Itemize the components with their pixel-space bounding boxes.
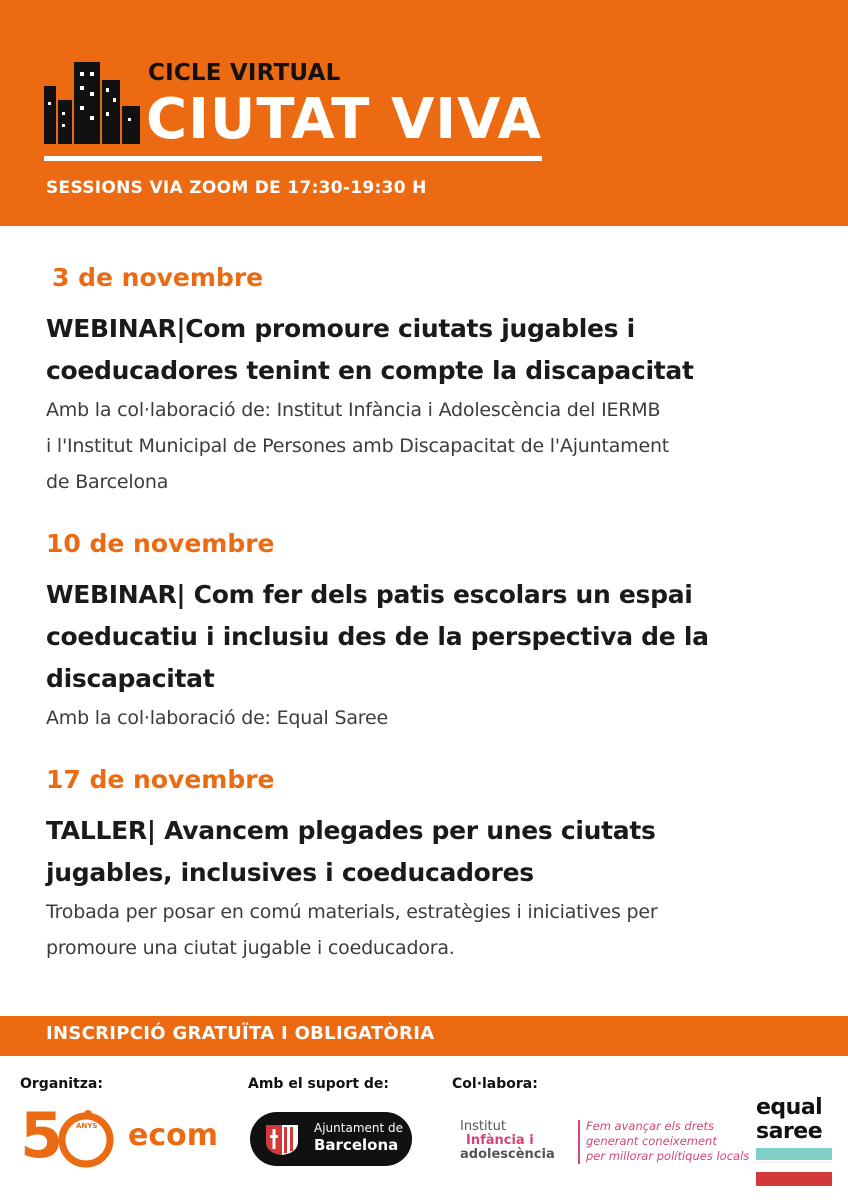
event-description-line: i l'Institut Municipal de Persones amb Discapacitat de l'Ajuntament [46, 435, 670, 457]
event-item [46, 524, 816, 736]
city-buildings-icon [44, 62, 140, 144]
ecom-anniversary-number: 5 [20, 1099, 64, 1172]
events-list [46, 258, 816, 990]
registration-text: INSCRIPCIÓ GRATUÏTA I OBLIGATÒRIA [46, 1023, 435, 1044]
event-title-line: coeducatiu i inclusiu des de la perspectiva de la [46, 622, 709, 651]
support-label: Amb el suport de: [248, 1076, 390, 1092]
event-item [46, 760, 816, 966]
barcelona-crest-icon [262, 1121, 302, 1157]
event-description-line: de Barcelona [46, 471, 169, 493]
ajuntament-line2: Barcelona [314, 1136, 399, 1154]
equal-saree-teal-stripe [756, 1148, 832, 1160]
institut-tagline-line: per millorar polítiques locals [586, 1149, 750, 1163]
equal-saree-line2: saree [756, 1119, 823, 1144]
event-description-line: promoure una ciutat jugable i coeducadora. [46, 937, 455, 959]
event-title-line: WEBINAR|Com promoure ciutats jugables i [46, 314, 635, 343]
institut-line2: Infància i [466, 1133, 534, 1148]
event-title-line: coeducadores tenint en compte la discapacitat [46, 356, 694, 385]
ajuntament-line1: Ajuntament de [314, 1121, 404, 1135]
organizer-label: Organitza: [20, 1076, 103, 1092]
event-title-line: jugables, inclusives i coeducadores [46, 858, 534, 887]
event-description-line: Amb la col·laboració de: Institut Infància i Adolescència del IERMB [46, 399, 661, 421]
equal-saree-logo [756, 1096, 822, 1144]
event-title-line: discapacitat [46, 664, 215, 693]
ecom-ring-icon [56, 1110, 126, 1170]
event-date: 3 de novembre [52, 263, 264, 292]
page-title: CIUTAT VIVA [146, 87, 542, 152]
institut-divider [578, 1120, 580, 1164]
equal-saree-red-stripe [756, 1172, 832, 1186]
header-banner [0, 0, 848, 226]
event-title-line: WEBINAR| Com fer dels patis escolars un espai [46, 580, 693, 609]
institut-line3: adolescència [460, 1147, 555, 1162]
institut-tagline-line: generant coneixement [586, 1134, 717, 1148]
title-underline [44, 156, 542, 161]
ecom-name: ecom [128, 1118, 218, 1153]
event-date: 10 de novembre [46, 529, 275, 558]
event-item [46, 258, 816, 500]
ecom-anys-text: ANYS [76, 1122, 98, 1130]
ecom-logo [18, 1100, 218, 1176]
institut-tagline-line: Fem avançar els drets [586, 1119, 715, 1133]
event-description-line: Amb la col·laboració de: Equal Saree [46, 707, 388, 729]
equal-saree-line1: equal [756, 1095, 823, 1120]
cycle-kicker: CICLE VIRTUAL [148, 60, 341, 86]
equal-saree-white-stripe [756, 1162, 832, 1172]
event-title-line: TALLER| Avancem plegades per unes ciutats [46, 816, 656, 845]
sessions-subtitle: SESSIONS VIA ZOOM DE 17:30-19:30 H [46, 178, 427, 198]
institut-tagline [586, 1119, 749, 1164]
institut-line1: Institut [460, 1119, 506, 1134]
event-date: 17 de novembre [46, 765, 275, 794]
event-description-line: Trobada per posar en comú materials, estratègies i iniciatives per [46, 901, 658, 923]
collaborator-label: Col·labora: [452, 1076, 538, 1092]
